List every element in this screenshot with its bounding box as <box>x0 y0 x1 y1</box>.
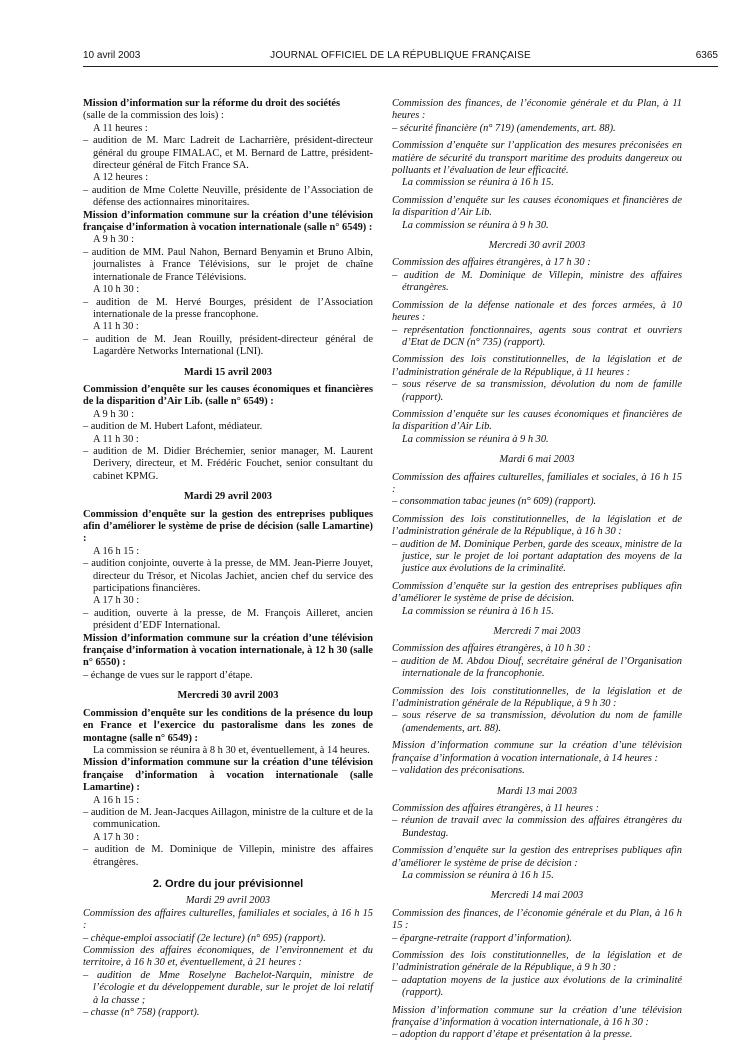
header-date: 10 avril 2003 <box>83 50 141 61</box>
paragraph: (salle de la commission des lois) : <box>83 110 224 122</box>
date-heading: Mardi 15 avril 2003 <box>183 366 273 378</box>
agenda-item: – sous réserve de sa transmission, dévolution du nom de famille (amendements, art. 88). <box>392 710 682 734</box>
paragraph: Commission des lois constitutionnelles, de la législation et de l’administration générale de la République, à 9 h 30 : <box>392 949 682 974</box>
paragraph: Mardi 29 avril 2003 <box>185 895 271 907</box>
header-rule <box>83 66 718 67</box>
agenda-item: – audition conjointe, ouverte à la presse, de MM. Jean-Pierre Jouyet, directeur du Trésor, et Nicolas Jachiet, ancien chef du service des participations financières. <box>83 558 373 595</box>
agenda-item: – consommation tabac jeunes (n° 609) (rapport). <box>392 496 597 508</box>
date-heading: Mardi 29 avril 2003 <box>183 491 273 503</box>
paragraph: Commission d’enquête sur les causes économiques et financières de la disparition d’Air Lib. <box>392 194 682 219</box>
body-heading: Mission d’information commune sur la création d’une télévision française d’information à vocation internationale (salle Lamartine) : <box>83 757 373 794</box>
agenda-item: – audition de M. Marc Ladreit de Lacharrière, président-directeur général du groupe FIMALAC, et M. Bernard de Lattre, président-directeur général de Fitch France SA. <box>83 135 373 172</box>
paragraph: Commission des affaires étrangères, à 10 h 30 : <box>392 643 591 655</box>
right-column <box>392 98 682 1042</box>
paragraph: A 17 h 30 : <box>93 831 140 843</box>
date-heading: Mardi 13 mai 2003 <box>496 785 578 797</box>
paragraph: Commission des lois constitutionnelles, de la législation et de l’administration générale de la République, à 11 heures : <box>392 354 682 378</box>
paragraph: Commission des finances, de l’économie générale et du Plan, à 11 heures : <box>392 98 682 122</box>
body-heading: Mission d’information sur la réforme du droit des sociétés <box>83 98 341 109</box>
paragraph: La commission se réunira à 16 h 15. <box>402 869 554 881</box>
paragraph: La commission se réunira à 9 h 30. <box>402 433 549 445</box>
paragraph: A 17 h 30 : <box>93 595 140 607</box>
paragraph: Mission d’information commune sur la création d’une télévision française d’information à vocation internationale, à 16 h 30 : <box>392 1004 682 1028</box>
agenda-item: – épargne-retraite (rapport d’information). <box>392 932 572 944</box>
paragraph: A 16 h 15 : <box>93 545 140 557</box>
agenda-item: – audition de M. Dominique de Villepin, ministre des affaires étrangères. <box>83 844 373 868</box>
date-heading: Mercredi 30 avril 2003 <box>177 690 279 702</box>
agenda-item: – réunion de travail avec la commission des affaires étrangères du Bundestag. <box>392 815 682 839</box>
date-heading: Mercredi 14 mai 2003 <box>490 890 584 902</box>
paragraph: Commission des affaires économiques, de l’environnement et du territoire, à 16 h 30 et, éventuellement, à 21 heures : <box>83 945 373 969</box>
agenda-item: – chèque-emploi associatif (2e lecture) (n° 695) (rapport). <box>83 932 326 944</box>
date-heading: Mercredi 30 avril 2003 <box>488 240 586 252</box>
paragraph: A 11 h 30 : <box>93 433 139 445</box>
paragraph: La commission se réunira à 8 h 30 et, éventuellement, à 14 heures. <box>93 744 370 756</box>
agenda-item: – sous réserve de sa transmission, dévolution du nom de famille (rapport). <box>392 379 682 403</box>
paragraph: Commission des lois constitutionnelles, de la législation et de l’administration générale de la République, à 9 h 30 : <box>392 685 682 710</box>
paragraph: A 9 h 30 : <box>93 234 134 246</box>
paragraph: Commission d’enquête sur l’application des mesures préconisées en matière de sécurité du transport maritime des produits dangereux ou polluants et l’évaluation de leur efficacité. <box>392 140 682 177</box>
body-heading: Mission d’information commune sur la création d’une télévision française d’information à vocation internationale, à 12 h 30 (salle n° 6550) : <box>83 632 373 669</box>
page-number: 6365 <box>695 50 718 61</box>
agenda-item: – audition de M. Didier Bréchemier, senior manager, M. Laurent Derivery, directeur, et M. Frédéric Fouchet, senior consultant du cabinet KPMG. <box>83 445 373 482</box>
agenda-item: – audition de M. Jean Rouilly, président-directeur général de Lagardère Networks International (LNI). <box>83 333 373 358</box>
paragraph: Commission d’enquête sur la gestion des entreprises publiques afin d’améliorer le système de prise de décision. <box>392 580 682 605</box>
paragraph: Commission d’enquête sur les causes économiques et financières de la disparition d’Air Lib. <box>392 408 682 433</box>
paragraph: A 16 h 15 : <box>93 794 140 806</box>
agenda-item: – audition de M. Dominique Perben, garde des sceaux, ministre de la justice, sur le projet de loi portant adaptation des moyens de la justice aux évolutions de la criminalité. <box>392 538 682 575</box>
paragraph: Commission d’enquête sur la gestion des entreprises publiques afin d’améliorer le système de prise de décision : <box>392 845 682 869</box>
body-heading: Commission d’enquête sur la gestion des entreprises publiques afin d’améliorer le système de prise de décision (salle Lamartine) : <box>83 508 373 545</box>
section-heading: 2. Ordre du jour prévisionnel <box>152 877 304 890</box>
paragraph: Commission des affaires étrangères, à 17 h 30 : <box>392 257 591 269</box>
paragraph: Commission des affaires culturelles, familiales et sociales, à 16 h 15 : <box>392 471 682 495</box>
agenda-item: – validation des préconisations. <box>392 765 525 777</box>
agenda-item: – échange de vues sur le rapport d’étape. <box>83 669 253 681</box>
paragraph: La commission se réunira à 9 h 30. <box>402 219 549 231</box>
agenda-item: – sécurité financière (n° 719) (amendements, art. 88). <box>392 122 616 134</box>
journal-title: JOURNAL OFFICIEL DE LA RÉPUBLIQUE FRANÇAISE <box>270 50 531 61</box>
agenda-item: – adaptation moyens de la justice aux évolutions de la criminalité (rapport). <box>392 974 682 999</box>
running-header <box>83 50 718 64</box>
paragraph: Mission d’information commune sur la création d’une télévision française d’information à vocation internationale, à 14 heures : <box>392 740 682 764</box>
agenda-item: – audition de Mme Colette Neuville, présidente de l’Association de défense des actionnaires minoritaires. <box>83 184 373 209</box>
paragraph: A 12 heures : <box>93 172 149 184</box>
agenda-item: – chasse (n° 758) (rapport). <box>83 1007 200 1019</box>
body-heading: Commission d’enquête sur les causes économiques et financières de la disparition d’Air Lib. (salle n° 6549) : <box>83 383 373 408</box>
body-heading: Commission d’enquête sur les conditions de la présence du loup en France et l’exercice du pastoralisme dans les zones de montagne (salle n° 6549) : <box>83 707 373 744</box>
left-column <box>83 98 373 1019</box>
agenda-item: – adoption du rapport d’étape et présentation à la presse. <box>392 1029 633 1041</box>
agenda-item: – audition, ouverte à la presse, de M. François Ailleret, ancien président d’EDF International. <box>83 607 373 632</box>
date-heading: Mardi 6 mai 2003 <box>499 454 575 466</box>
paragraph: La commission se réunira à 16 h 15. <box>402 605 554 617</box>
agenda-item: – audition de M. Hervé Bourges, président de l’Association internationale de la presse francophone. <box>83 296 373 320</box>
paragraph: A 11 heures : <box>93 122 148 134</box>
agenda-item: – audition de MM. Paul Nahon, Bernard Benyamin et Bruno Albin, journalistes à France Télévisions, sur le projet de chaîne internationale de France Télévisions. <box>83 246 373 283</box>
paragraph: Commission des affaires étrangères, à 11 heures : <box>392 802 600 814</box>
agenda-item: – audition de M. Abdou Diouf, secrétaire général de l’Organisation internationale de la francophonie. <box>392 655 682 680</box>
agenda-item: – audition de M. Dominique de Villepin, ministre des affaires étrangères. <box>392 269 682 294</box>
paragraph: Commission des affaires culturelles, familiales et sociales, à 16 h 15 : <box>83 907 373 932</box>
paragraph: A 11 h 30 : <box>93 321 139 333</box>
paragraph: A 10 h 30 : <box>93 284 140 296</box>
date-heading: Mercredi 7 mai 2003 <box>493 626 581 638</box>
agenda-item: – audition de Mme Roselyne Bachelot-Narquin, ministre de l’écologie et du développement durable, sur le projet de loi relatif à la chasse ; <box>83 969 373 1006</box>
paragraph: Commission de la défense nationale et des forces armées, à 10 heures : <box>392 299 682 324</box>
agenda-item: – audition de M. Hubert Lafont, médiateur. <box>83 421 263 433</box>
paragraph: Commission des finances, de l’économie générale et du Plan, à 16 h 15 : <box>392 907 682 932</box>
paragraph: A 9 h 30 : <box>93 408 134 420</box>
paragraph: Commission des lois constitutionnelles, de la législation et de l’administration générale de la République, à 16 h 30 : <box>392 513 682 538</box>
paragraph: La commission se réunira à 16 h 15. <box>402 177 554 189</box>
agenda-item: – représentation fonctionnaires, agents sous contrat et ouvriers d’Etat de DCN (n° 735) (rapport). <box>392 324 682 348</box>
agenda-item: – audition de M. Jean-Jacques Aillagon, ministre de la culture et de la communication. <box>83 806 373 831</box>
body-heading: Mission d’information commune sur la création d’une télévision française d’information à vocation internationale (salle n° 6549) : <box>83 209 373 234</box>
